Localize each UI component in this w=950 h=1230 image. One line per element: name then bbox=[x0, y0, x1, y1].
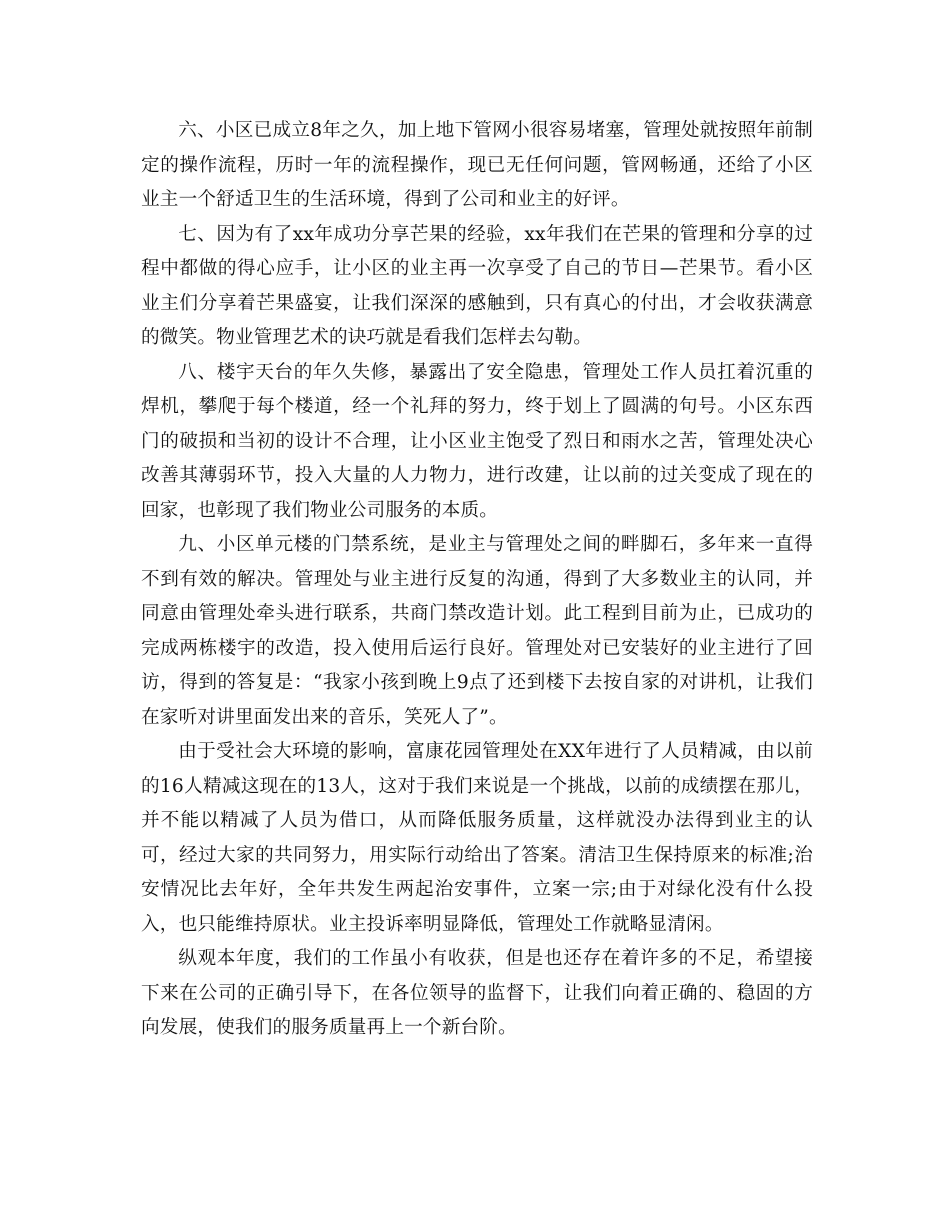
paragraph-eight: 八、楼宇天台的年久失修，暴露出了安全隐患，管理处工作人员扛着沉重的焊机，攀爬于每个楼道，经一个礼拜的努力，终于划上了圆满的句号。小区东西门的破损和当初的设计不合理，让小区业主饱受了烈日和雨水之苦，管理处决心改善其薄弱环节，投入大量的人力物力，进行改建，让以前的过关变成了现在的回家，也彰现了我们物业公司服务的本质。 bbox=[141, 361, 813, 521]
paragraph-conclusion: 纵观本年度，我们的工作虽小有收获，但是也还存在着许多的不足，希望接下来在公司的正确引导下，在各位领导的监督下，让我们向着正确的、稳固的方向发展，使我们的服务质量再上一个新台阶。 bbox=[141, 948, 813, 1038]
paragraph-seven: 七、因为有了xx年成功分享芒果的经验，xx年我们在芒果的管理和分享的过程中都做的得心应手，让小区的业主再一次享受了自己的节日—芒果节。看小区业主们分享着芒果盛宴，让我们深深的感触到，只有真心的付出，才会收获满意的微笑。物业管理艺术的诀巧就是看我们怎样去勾勒。 bbox=[141, 223, 813, 348]
paragraph-staff-reduction: 由于受社会大环境的影响，富康花园管理处在XX年进行了人员精减，由以前的16人精减这现在的13人，这对于我们来说是一个挑战，以前的成绩摆在那儿，并不能以精减了人员为借口，从而降低服务质量，这样就没办法得到业主的认可，经过大家的共同努力，用实际行动给出了答案。清洁卫生保持原来的标准;治安情况比去年好，全年共发生两起治安事件，立案一宗;由于对绿化没有什么投入，也只能维持原状。业主投诉率明显降低，管理处工作就略显清闲。 bbox=[141, 741, 813, 935]
paragraph-nine: 九、小区单元楼的门禁系统，是业主与管理处之间的畔脚石，多年来一直得不到有效的解决。管理处与业主进行反复的沟通，得到了大多数业主的认同，并同意由管理处牵头进行联系，共商门禁改造计划。此工程到目前为止，已成功的完成两栋楼宇的改造，投入使用后运行良好。管理处对已安装好的业主进行了回访，得到的答复是：“我家小孩到晚上9点了还到楼下去按自家的对讲机，让我们在家听对讲里面发出来的音乐，笑死人了”。 bbox=[141, 534, 813, 728]
document-body bbox=[141, 114, 813, 1046]
paragraph-six: 六、小区已成立8年之久，加上地下管网小很容易堵塞，管理处就按照年前制定的操作流程，历时一年的流程操作，现已无任何问题，管网畅通，还给了小区业主一个舒适卫生的生活环境，得到了公司和业主的好评。 bbox=[141, 120, 813, 210]
